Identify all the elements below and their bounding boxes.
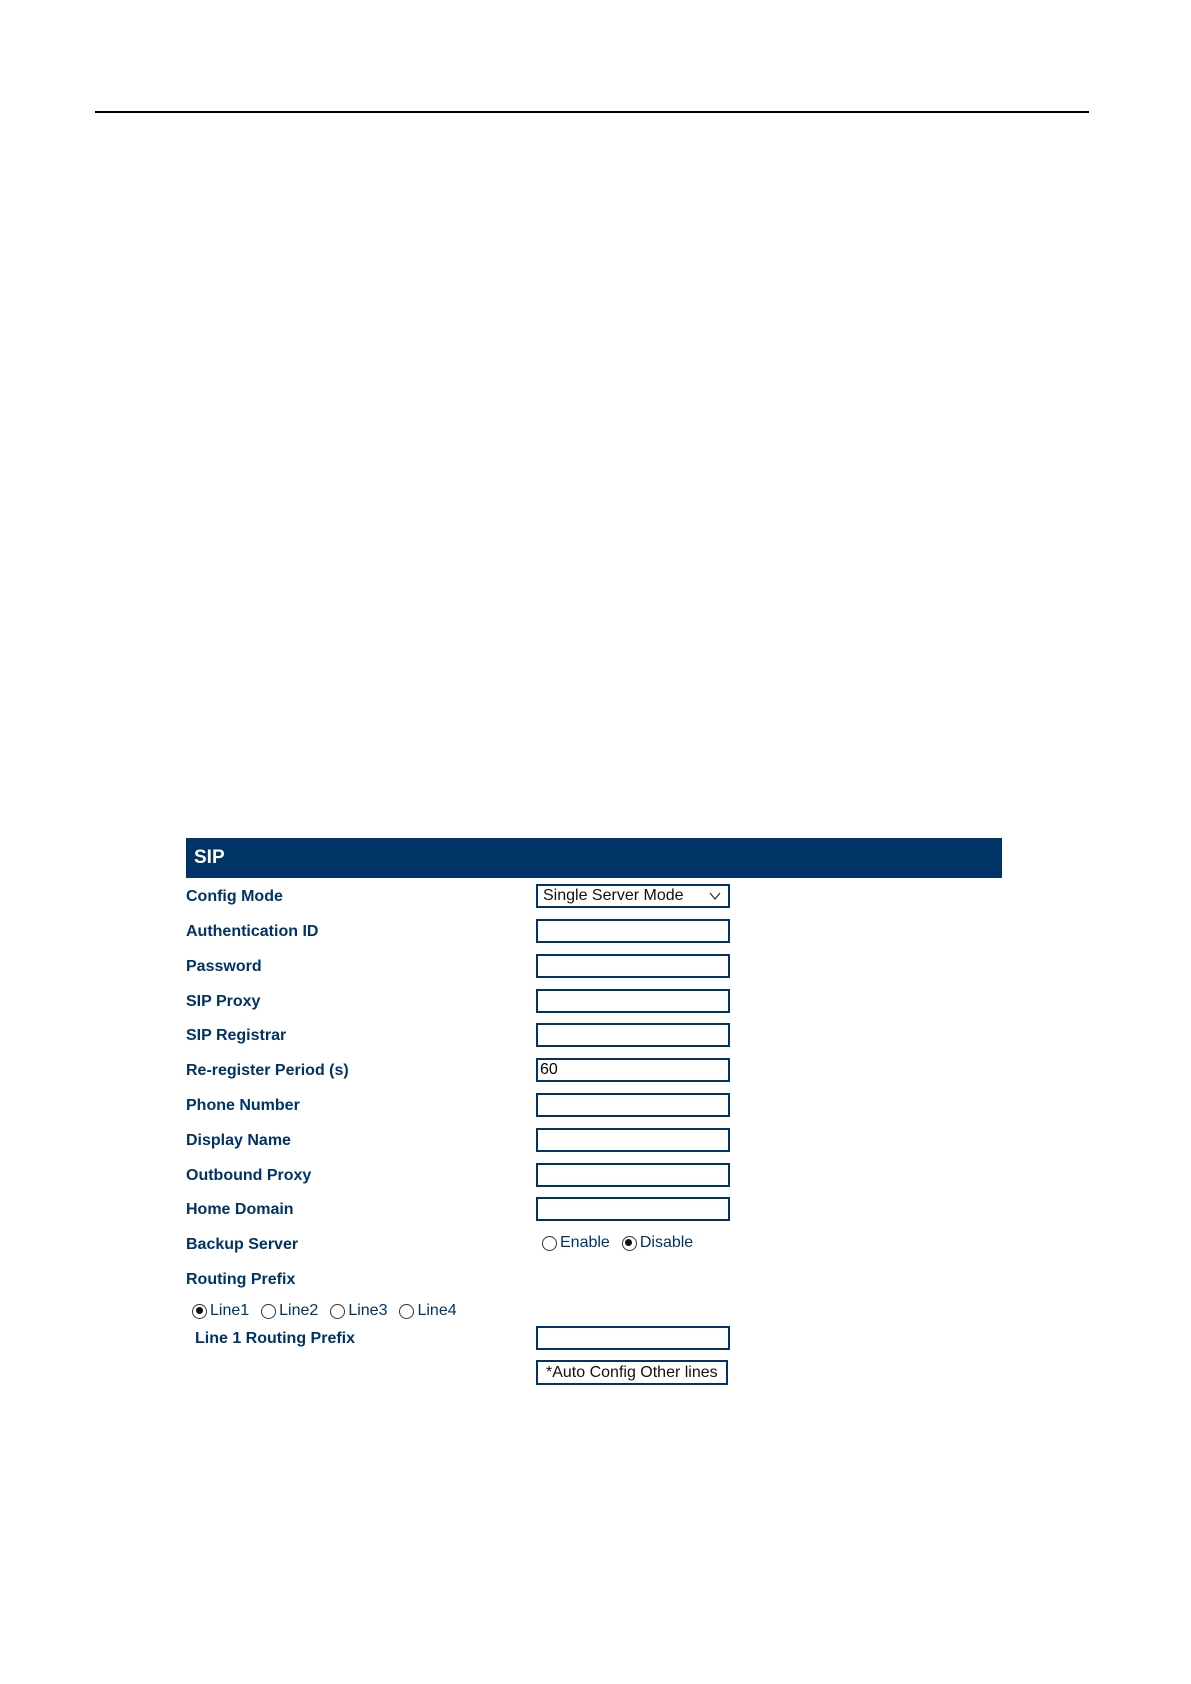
outbound-proxy-input[interactable] [536, 1163, 730, 1187]
routing-line4-option[interactable] [399, 1302, 456, 1320]
reregister-period-row [186, 1058, 1002, 1086]
sip-proxy-label: SIP Proxy [186, 993, 261, 1010]
routing-line4-label: Line4 [417, 1302, 457, 1319]
backup-server-disable-label: Disable [639, 1234, 694, 1251]
routing-line3-option[interactable] [330, 1302, 387, 1320]
routing-line4-radio[interactable] [399, 1304, 414, 1319]
line-routing-prefix-label: Line 1 Routing Prefix [195, 1330, 356, 1347]
phone-number-input[interactable] [536, 1093, 730, 1117]
outbound-proxy-label: Outbound Proxy [186, 1167, 312, 1184]
home-domain-input[interactable] [536, 1197, 730, 1221]
backup-server-radio-group [542, 1234, 705, 1252]
sip-registrar-input[interactable] [536, 1023, 730, 1047]
line-routing-prefix-input[interactable] [536, 1326, 730, 1350]
config-mode-select[interactable] [536, 884, 730, 908]
routing-line1-option[interactable] [192, 1302, 249, 1320]
authentication-id-row [186, 919, 1002, 947]
backup-server-disable-radio[interactable] [622, 1236, 637, 1251]
backup-server-enable-option[interactable] [542, 1234, 610, 1252]
auto-config-row [186, 1360, 1002, 1388]
config-mode-row [186, 884, 1002, 912]
home-domain-row [186, 1197, 1002, 1225]
routing-line3-label: Line3 [348, 1302, 388, 1319]
backup-server-disable-option[interactable] [622, 1234, 693, 1252]
backup-server-label: Backup Server [186, 1236, 299, 1253]
routing-line-selector-row [186, 1300, 1002, 1328]
sip-proxy-row [186, 989, 1002, 1017]
config-mode-label: Config Mode [186, 888, 283, 905]
sip-proxy-input[interactable] [536, 989, 730, 1013]
routing-line2-label: Line2 [279, 1302, 319, 1319]
routing-line1-radio[interactable] [192, 1304, 207, 1319]
sip-registrar-label: SIP Registrar [186, 1027, 287, 1044]
routing-line1-label: Line1 [210, 1302, 250, 1319]
auto-config-other-lines-button[interactable]: *Auto Config Other lines [536, 1360, 728, 1385]
routing-line-radio-group [192, 1302, 469, 1320]
routing-prefix-label: Routing Prefix [186, 1271, 296, 1288]
backup-server-enable-label: Enable [560, 1234, 610, 1251]
routing-prefix-row [186, 1267, 1002, 1295]
home-domain-label: Home Domain [186, 1201, 294, 1218]
display-name-label: Display Name [186, 1132, 291, 1149]
phone-number-label: Phone Number [186, 1097, 300, 1114]
display-name-input[interactable] [536, 1128, 730, 1152]
routing-line2-option[interactable] [261, 1302, 318, 1320]
line-routing-prefix-row [186, 1326, 1002, 1354]
authentication-id-label: Authentication ID [186, 923, 319, 940]
outbound-proxy-row [186, 1163, 1002, 1191]
sip-registrar-row [186, 1023, 1002, 1051]
page-top-rule [95, 111, 1089, 113]
reregister-period-label: Re-register Period (s) [186, 1062, 349, 1079]
display-name-row [186, 1128, 1002, 1156]
panel-header: SIP [186, 838, 1002, 878]
backup-server-row [186, 1232, 1002, 1260]
password-label: Password [186, 958, 262, 975]
chevron-down-icon [708, 889, 722, 903]
phone-number-row [186, 1093, 1002, 1121]
sip-settings-panel [186, 838, 1002, 1381]
password-input[interactable] [536, 954, 730, 978]
password-row [186, 954, 1002, 982]
backup-server-enable-radio[interactable] [542, 1236, 557, 1251]
config-mode-value: Single Server Mode [543, 887, 684, 904]
authentication-id-input[interactable] [536, 919, 730, 943]
routing-line2-radio[interactable] [261, 1304, 276, 1319]
routing-line3-radio[interactable] [330, 1304, 345, 1319]
reregister-period-input[interactable] [536, 1058, 730, 1082]
